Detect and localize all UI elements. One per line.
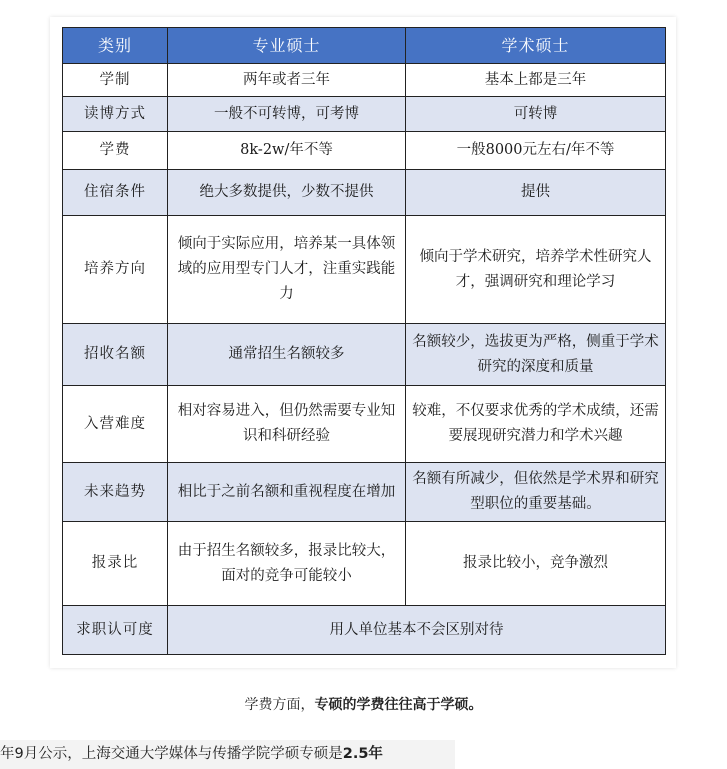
table-row [63, 463, 666, 522]
row-academic: 名额有所减少，但依然是学术界和研究型职位的重要基础。 [406, 463, 666, 522]
caption [0, 694, 727, 714]
row-professional: 相比于之前名额和重视程度在增加 [168, 463, 406, 522]
row-category: 报录比 [63, 522, 168, 606]
table-row [63, 97, 666, 132]
row-professional: 通常招生名额较多 [168, 324, 406, 386]
row-category: 入营难度 [63, 386, 168, 463]
table-row [63, 170, 666, 216]
table-row [63, 606, 666, 655]
row-category: 学费 [63, 132, 168, 170]
row-category: 求职认可度 [63, 606, 168, 655]
row-merged: 用人单位基本不会区别对待 [168, 606, 666, 655]
bottom-text-line [0, 740, 455, 769]
row-category: 培养方向 [63, 216, 168, 324]
row-category: 住宿条件 [63, 170, 168, 216]
row-academic: 可转博 [406, 97, 666, 132]
row-category: 招收名额 [63, 324, 168, 386]
table-row [63, 386, 666, 463]
caption-bold: 专硕的学费往往高于学硕。 [314, 697, 483, 713]
header-category: 类别 [63, 28, 168, 64]
row-professional: 一般不可转博，可考博 [168, 97, 406, 132]
bottom-text: 年9月公示，上海交通大学媒体与传播学院学硕专硕是 [0, 746, 343, 762]
row-professional: 由于招生名额较多，报录比较大，面对的竞争可能较小 [168, 522, 406, 606]
row-professional: 相对容易进入，但仍然需要专业知识和科研经验 [168, 386, 406, 463]
row-category: 学制 [63, 64, 168, 97]
comparison-table [62, 27, 666, 655]
table-row [63, 522, 666, 606]
table-header-row [63, 28, 666, 64]
table-row [63, 216, 666, 324]
row-category: 未来趋势 [63, 463, 168, 522]
row-professional: 8k-2w/年不等 [168, 132, 406, 170]
row-academic: 名额较少，选拔更为严格，侧重于学术研究的深度和质量 [406, 324, 666, 386]
caption-prefix: 学费方面， [244, 697, 315, 713]
table-row [63, 132, 666, 170]
header-academic: 学术硕士 [406, 28, 666, 64]
row-academic: 倾向于学术研究，培养学术性研究人才，强调研究和理论学习 [406, 216, 666, 324]
table-row [63, 64, 666, 97]
row-academic: 基本上都是三年 [406, 64, 666, 97]
row-category: 读博方式 [63, 97, 168, 132]
table-row [63, 324, 666, 386]
row-academic: 一般8000元左右/年不等 [406, 132, 666, 170]
row-academic: 提供 [406, 170, 666, 216]
row-academic: 较难，不仅要求优秀的学术成绩，还需要展现研究潜力和学术兴趣 [406, 386, 666, 463]
header-professional: 专业硕士 [168, 28, 406, 64]
row-academic: 报录比较小，竞争激烈 [406, 522, 666, 606]
row-professional: 两年或者三年 [168, 64, 406, 97]
bottom-bold: 2.5年 [342, 746, 383, 762]
row-professional: 绝大多数提供，少数不提供 [168, 170, 406, 216]
row-professional: 倾向于实际应用，培养某一具体领域的应用型专门人才，注重实践能力 [168, 216, 406, 324]
